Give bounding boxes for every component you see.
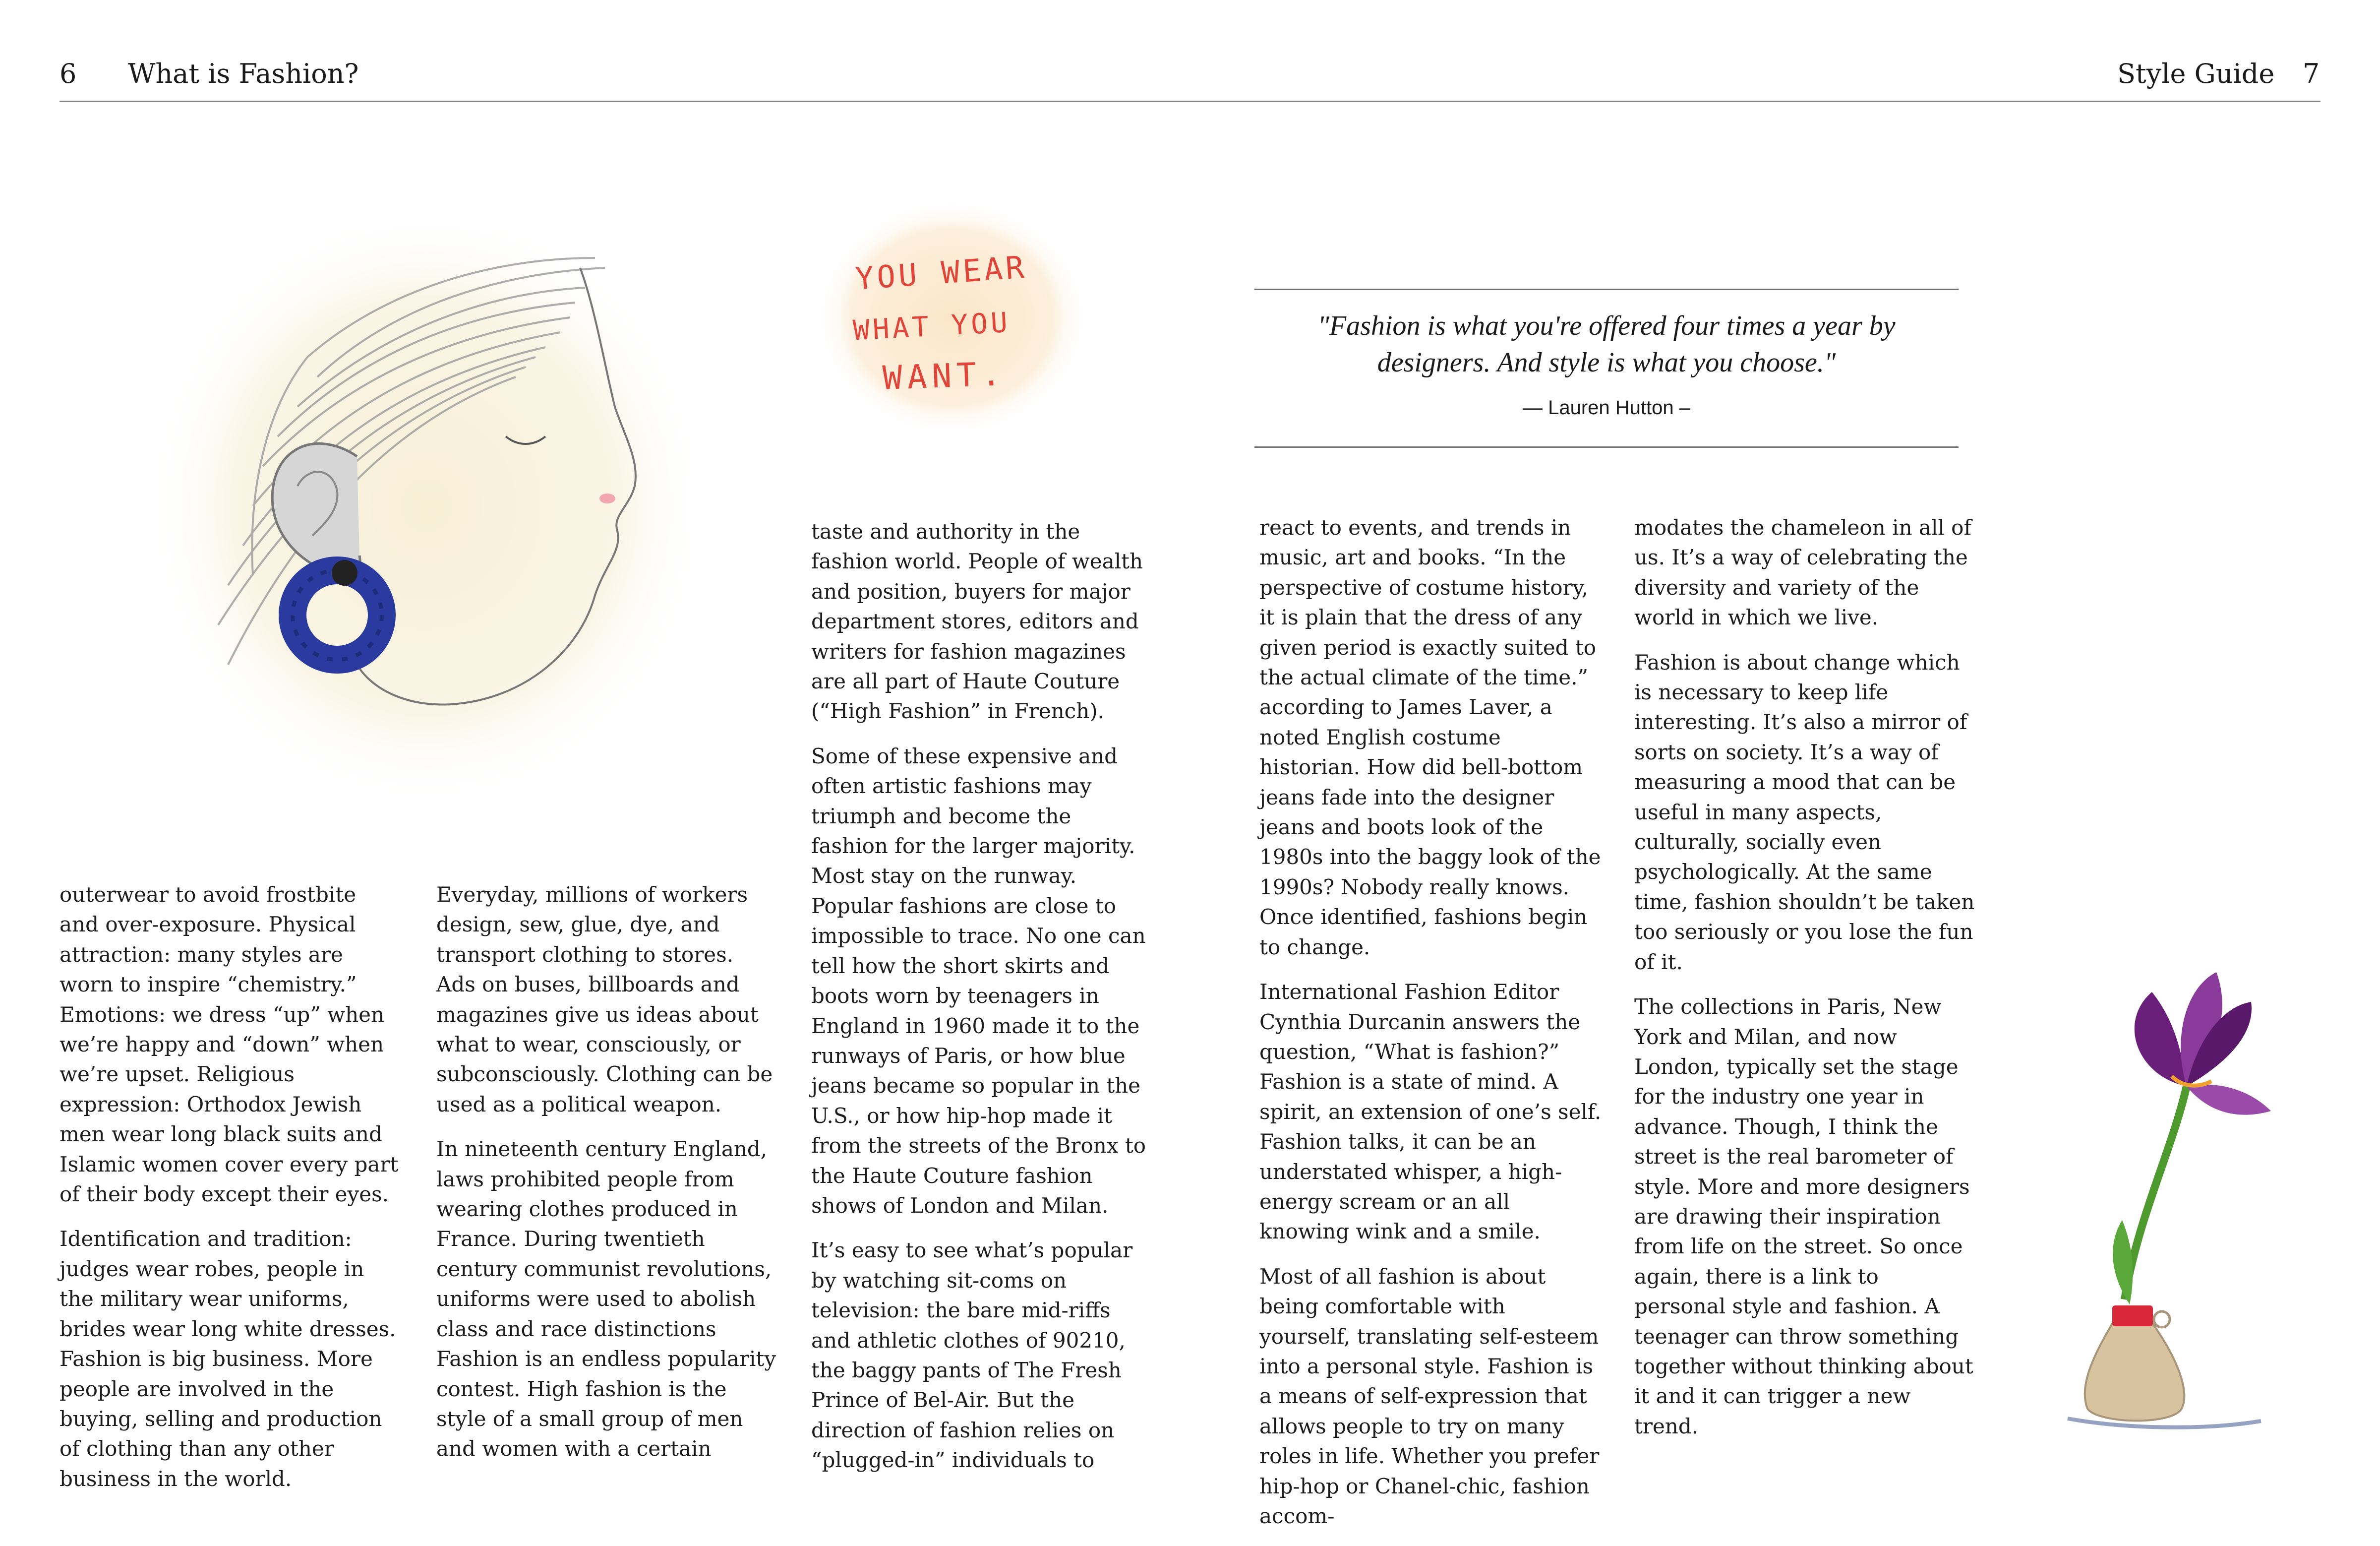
paragraph: modates the chameleon in all of us. It’s a way of celebrating the diversity and variety of the world in which we live. xyxy=(1634,515,1971,630)
header-rule xyxy=(60,101,2320,102)
note-line-2: WHAT YOU xyxy=(852,306,1012,347)
text-column-5 xyxy=(1634,513,1976,1456)
pull-quote xyxy=(1254,289,1959,447)
quote-bottom-rule xyxy=(1254,446,1959,448)
text-column-1 xyxy=(60,880,402,1509)
paragraph: taste and authority in the fashion world. People of wealth and position, buyers for major department stores, editors and writers for fashion magazines are all part of Haute Couture (“High Fashion” in French). xyxy=(811,519,1143,724)
quote-top-rule xyxy=(1254,289,1959,290)
quote-author: — Lauren Hutton – xyxy=(1523,397,1690,419)
note-line-1: YOU WEAR xyxy=(854,248,1028,297)
paragraph: Most of all fashion is about being comfortable with yourself, translating self-esteem into a personal style. Fashion is a means of self-expression that allows people to try on many roles in life. Whether you prefer hip-hop or Chanel-chic, fashion accom- xyxy=(1259,1264,1600,1528)
note-line-3: WANT. xyxy=(882,355,1007,397)
right-page-number: 7 xyxy=(2303,58,2320,89)
text-column-3 xyxy=(811,517,1153,1490)
tulip-vase-illustration xyxy=(2023,962,2320,1438)
paragraph: Some of these expensive and often artistic fashions may triumph and become the fashion for the larger majority. Most stay on the runway. Popular fashions are close to impossible to trace. No one can tell how the short skirts and boots worn by teenagers in England in 1960 made it to the runways of Paris, or how blue jeans became so popular in the U.S., or how hip-hop made it from the streets of the Bronx to the Haute Couture fashion shows of London and Milan. xyxy=(811,743,1146,1218)
text-column-2 xyxy=(436,880,778,1479)
paragraph: Fashion is about change which is necessary to keep life interesting. It’s also a mirror of sorts on society. It’s a way of measuring a mood that can be useful in many aspects, culturally, socially even psychologically. At the same time, fashion shouldn’t be taken too seriously or you lose the fun of it. xyxy=(1634,650,1975,974)
paragraph: Identification and tradition: judges wear robes, people in the military wear uniforms, brides wear long white dresses. Fashion is big business. More people are involved in the buying, selling and production of clothing than any other business in the world. xyxy=(60,1227,396,1491)
woman-profile-illustration xyxy=(149,228,709,813)
paragraph: react to events, and trends in music, art and books. “In the perspective of costume history, it is plain that the dress of any given period is exactly suited to the actual climate of the time.” according to James Laver, a noted English costume historian. How did bell-bottom jeans fade into the designer jeans and boots look of the 1980s into the baggy look of the 1990s? Nobody really knows. Once identified, fashions begin to change. xyxy=(1259,515,1601,959)
quote-line-1: "Fashion is what you're offered four times a year by xyxy=(1317,310,1896,341)
quote-line-2: designers. And style is what you choose." xyxy=(1377,347,1836,378)
paragraph: outerwear to avoid frostbite and over-exposure. Physical attraction: many styles are worn to inspire “chemistry.” Emotions: we dress “up” when we’re happy and “down” when we’re upset. Religious expression: Orthodox Jewish men wear long black suits and Islamic women cover every part of their body except their eyes. xyxy=(60,882,399,1207)
paragraph: In nineteenth century England, laws prohibited people from wearing clothes produced in France. During twentieth century communist revolutions, uniforms were used to abolish class and race distinctions Fashion is an endless popularity contest. High fashion is the style of a small group of men and women with a certain xyxy=(436,1137,776,1461)
left-running-title: What is Fashion? xyxy=(128,58,359,89)
handwritten-note-illustration xyxy=(813,198,1091,436)
left-page-number: 6 xyxy=(60,58,77,89)
paragraph: Everyday, millions of workers design, sew, glue, dye, and transport clothing to stores. Ads on buses, billboards and magazines give us ideas about what to wear, consciously, or subconsciously. Clothing can be used as a political weapon. xyxy=(436,882,773,1116)
paragraph: International Fashion Editor Cynthia Durcanin answers the question, “What is fashion?” Fashion is a state of mind. A spirit, an extension of one’s self. Fashion talks, it can be an understated whisper, a high-energy scream or an all knowing wink and a smile. xyxy=(1259,980,1602,1244)
right-running-title: Style Guide xyxy=(2117,58,2275,89)
text-column-4 xyxy=(1259,513,1602,1546)
quote-text xyxy=(1254,308,1959,381)
paragraph: It’s easy to see what’s popular by watching sit-coms on television: the bare mid-riffs and athletic clothes of 90210, the baggy pants of The Fresh Prince of Bel-Air. But the direction of fashion relies on “plugged-in” individuals to xyxy=(811,1238,1133,1473)
paragraph: The collections in Paris, New York and Milan, and now London, typically set the stage for the industry one year in advance. Though, I think the street is the real barometer of style. More and more designers are drawing their inspiration from life on the street. So once again, there is a link to personal style and fashion. A teenager can throw something together without thinking about it and it can trigger a new trend. xyxy=(1634,994,1973,1438)
